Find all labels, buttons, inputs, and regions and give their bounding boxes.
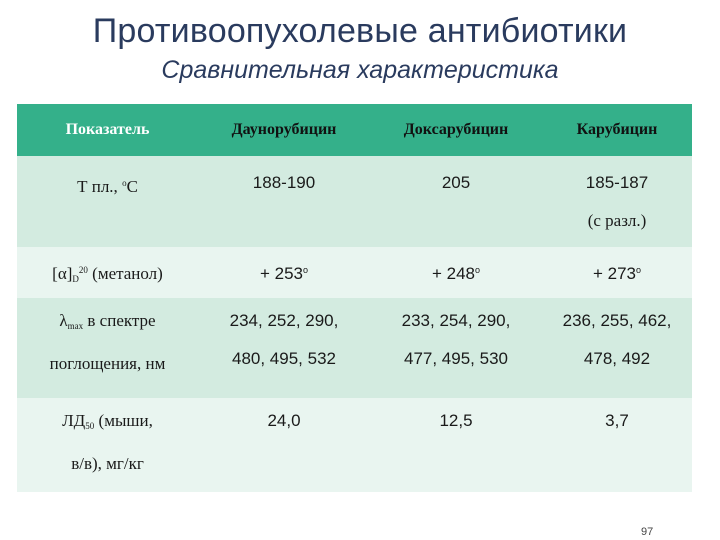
ld50-label: ЛД xyxy=(62,411,86,430)
degree-mark: о xyxy=(475,265,481,275)
table-cell xyxy=(542,156,692,247)
rotation-daunorubicin: + 253 xyxy=(259,264,303,283)
ld50-doxorubicin: 12,5 xyxy=(439,411,473,430)
table-cell xyxy=(370,398,542,492)
rotation-solvent: (метанол) xyxy=(87,264,163,283)
table-cell xyxy=(198,398,370,492)
row-label-cell xyxy=(17,398,198,492)
table-row-lambda-max xyxy=(17,298,692,398)
row-label-cell xyxy=(17,247,198,298)
lambda-symbol: λ xyxy=(59,311,68,330)
lambda-label-line2: поглощения, нм xyxy=(49,354,166,373)
melting-daunorubicin: 188-190 xyxy=(252,173,316,192)
table-cell xyxy=(542,398,692,492)
ld50-daunorubicin: 24,0 xyxy=(267,411,301,430)
lambda-daunorubicin-2: 480, 495, 532 xyxy=(232,349,336,368)
lambda-label-line1: в спектре xyxy=(83,311,156,330)
degree-mark: о xyxy=(303,265,309,275)
ld50-label-line2: в/в), мг/кг xyxy=(71,454,144,473)
header-indicator: Показатель xyxy=(17,104,198,156)
melting-unit: С xyxy=(126,177,138,196)
row-label-cell xyxy=(17,298,198,398)
table-row-rotation xyxy=(17,247,692,298)
degree-mark: о xyxy=(122,178,127,188)
table-header-row xyxy=(17,104,692,156)
lambda-carubicin-2: 478, 492 xyxy=(583,349,651,368)
table-cell xyxy=(198,247,370,298)
ld50-label-line1: (мыши, xyxy=(94,411,153,430)
table-row-melting-point xyxy=(17,156,692,247)
melting-carubicin: 185-187 xyxy=(585,173,649,192)
table-cell xyxy=(542,247,692,298)
melting-doxorubicin: 205 xyxy=(441,173,471,192)
degree-mark: о xyxy=(636,265,642,275)
lambda-doxorubicin-1: 233, 254, 290, xyxy=(401,311,511,330)
table-cell xyxy=(198,156,370,247)
table-cell xyxy=(370,156,542,247)
rotation-sub: D xyxy=(72,274,79,284)
table-cell xyxy=(542,298,692,398)
lambda-doxorubicin-2: 477, 495, 530 xyxy=(404,349,508,368)
ld50-sub: 50 xyxy=(85,421,95,431)
header-daunorubicin: Даунорубицин xyxy=(198,104,370,156)
rotation-sup: 20 xyxy=(78,265,88,275)
rotation-label-bracket: [α] xyxy=(52,264,73,283)
table-cell xyxy=(370,247,542,298)
row-label-cell xyxy=(17,156,198,247)
table-cell xyxy=(370,298,542,398)
ld50-carubicin: 3,7 xyxy=(605,411,629,430)
melting-carubicin-note: (с разл.) xyxy=(587,211,647,230)
table-cell xyxy=(198,298,370,398)
lambda-sub: max xyxy=(67,321,84,331)
comparison-table xyxy=(17,104,692,492)
table-row-ld50 xyxy=(17,398,692,492)
page-number: 97 xyxy=(641,526,654,538)
slide-subtitle: Сравнительная характеристика xyxy=(161,56,559,84)
lambda-daunorubicin-1: 234, 252, 290, xyxy=(229,311,339,330)
header-carubicin: Карубицин xyxy=(542,104,692,156)
melting-label: Т пл., xyxy=(77,177,123,196)
rotation-doxorubicin: + 248 xyxy=(431,264,475,283)
rotation-carubicin: + 273 xyxy=(592,264,636,283)
lambda-carubicin-1: 236, 255, 462, xyxy=(562,311,672,330)
header-doxorubicin: Доксарубицин xyxy=(370,104,542,156)
slide-title: Противоопухолевые антибиотики xyxy=(92,12,628,50)
